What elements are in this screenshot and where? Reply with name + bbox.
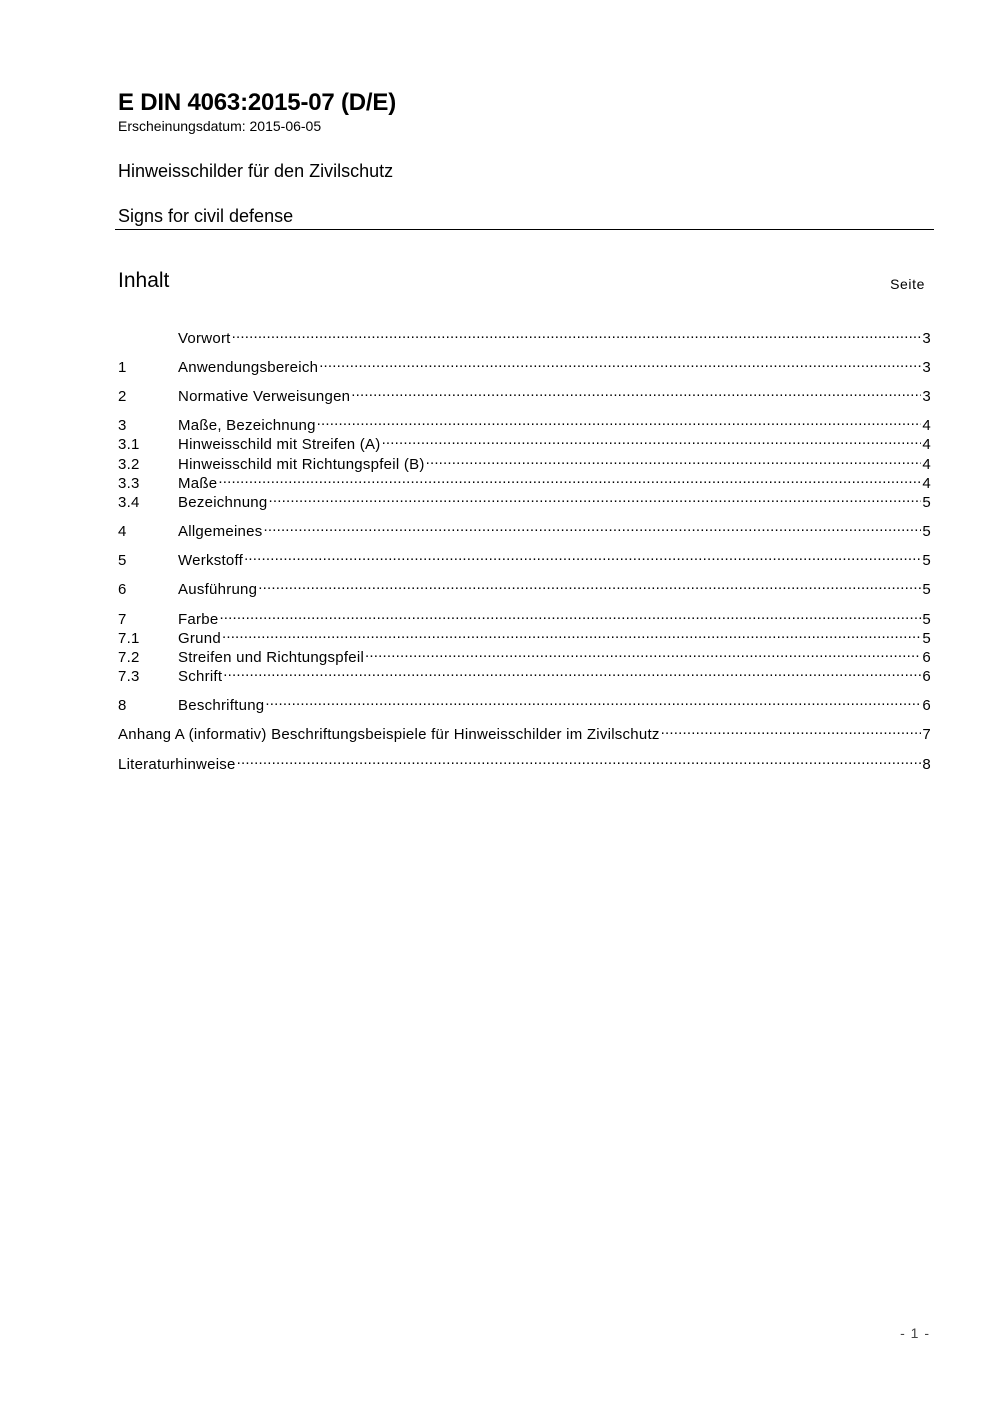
toc-leader-dots	[232, 324, 922, 343]
toc-leader-dots	[265, 691, 921, 710]
toc-entry-title: Normative Verweisungen	[178, 388, 351, 405]
toc-entry[interactable]	[118, 430, 931, 453]
toc-entry-page: 5	[922, 611, 931, 628]
toc-entry-title: Hinweisschild mit Streifen (A)	[178, 436, 381, 453]
toc-leader-dots	[218, 469, 921, 488]
toc-entry-page: 5	[922, 523, 931, 540]
toc-entry-title: Bezeichnung	[178, 494, 268, 511]
toc-entry-page: 4	[922, 436, 931, 453]
toc-entry-title: Literaturhinweise	[118, 756, 236, 773]
toc-entry-page: 4	[922, 475, 931, 492]
toc-entry-page: 5	[922, 494, 931, 511]
toc-entry-page: 8	[922, 756, 931, 773]
toc-entry[interactable]	[118, 605, 931, 628]
toc-entry-page: 5	[922, 630, 931, 647]
toc-entry-number: 7.3	[118, 668, 140, 685]
toc-entry-number: 4	[118, 523, 127, 540]
toc-entry-page: 6	[922, 668, 931, 685]
toc-entry-number: 8	[118, 697, 127, 714]
toc-entry[interactable]	[118, 469, 931, 492]
page-number: - 1 -	[900, 1325, 930, 1341]
toc-entry-page: 4	[922, 456, 931, 473]
toc-entry-number: 3.3	[118, 475, 140, 492]
toc-leader-dots	[426, 450, 922, 469]
toc-entry[interactable]	[118, 324, 931, 347]
toc-leader-dots	[237, 750, 922, 769]
toc-heading: Inhalt	[118, 269, 170, 292]
toc-entry[interactable]	[118, 662, 931, 685]
toc-entry-page: 7	[922, 726, 931, 743]
toc-entry[interactable]	[118, 517, 931, 540]
toc-entry-title: Anwendungsbereich	[178, 359, 319, 376]
toc-entry-page: 3	[922, 388, 931, 405]
toc-entry-number: 1	[118, 359, 127, 376]
toc-entry-title: Streifen und Richtungspfeil	[178, 649, 365, 666]
toc-leader-dots	[258, 575, 921, 594]
toc-entry-number: 3	[118, 417, 127, 434]
toc-entry[interactable]	[118, 546, 931, 569]
toc-entry-title: Anhang A (informativ) Beschriftungsbeispiele für Hinweisschilder im Zivilschutz	[118, 726, 660, 743]
document-header	[118, 88, 934, 134]
toc-entry-page: 3	[922, 330, 931, 347]
toc-leader-dots	[382, 430, 922, 449]
toc-entry[interactable]	[118, 488, 931, 511]
toc-entry-page: 6	[922, 697, 931, 714]
toc-entry-title: Vorwort	[178, 330, 231, 347]
toc-entry-number: 3.4	[118, 494, 140, 511]
toc-entry-title: Allgemeines	[178, 523, 263, 540]
toc-leader-dots	[351, 382, 921, 401]
toc-entry-title: Ausführung	[178, 581, 258, 598]
toc-entry[interactable]	[118, 750, 931, 773]
toc-entry[interactable]	[118, 411, 931, 434]
toc-leader-dots	[263, 517, 921, 536]
toc-entry[interactable]	[118, 450, 931, 473]
toc-leader-dots	[219, 605, 921, 624]
toc-entry[interactable]	[118, 575, 931, 598]
toc-entry-page: 5	[922, 552, 931, 569]
toc-leader-dots	[365, 643, 921, 662]
toc-entry-title: Maße, Bezeichnung	[178, 417, 316, 434]
document-id: E DIN 4063:2015-07 (D/E)	[118, 89, 396, 116]
toc-entry[interactable]	[118, 353, 931, 376]
toc-entry-page: 6	[922, 649, 931, 666]
toc-entry-page: 5	[922, 581, 931, 598]
toc-entry-number: 3.1	[118, 436, 140, 453]
toc-entry-number: 2	[118, 388, 127, 405]
toc-entry-number: 5	[118, 552, 127, 569]
toc-entry[interactable]	[118, 720, 931, 743]
toc-leader-dots	[222, 624, 921, 643]
toc-leader-dots	[661, 720, 922, 739]
toc-entry-title: Hinweisschild mit Richtungspfeil (B)	[178, 456, 425, 473]
toc-entry-title: Grund	[178, 630, 221, 647]
toc-leader-dots	[319, 353, 921, 372]
toc-entry[interactable]	[118, 382, 931, 405]
toc-entry-title: Werkstoff	[178, 552, 244, 569]
toc-leader-dots	[268, 488, 921, 507]
toc-leader-dots	[244, 546, 921, 565]
toc-entry-page: 3	[922, 359, 931, 376]
publication-date: Erscheinungsdatum: 2015-06-05	[118, 118, 322, 134]
toc-leader-dots	[317, 411, 922, 430]
toc-entry-number: 7	[118, 611, 127, 628]
toc-entry[interactable]	[118, 624, 931, 647]
toc-entry-number: 3.2	[118, 456, 140, 473]
toc-entry-page: 4	[922, 417, 931, 434]
toc-leader-dots	[223, 662, 921, 681]
toc-page-label: Seite	[890, 276, 925, 292]
toc-entry-title: Schrift	[178, 668, 223, 685]
toc-entry-number: 6	[118, 581, 127, 598]
toc-entry[interactable]	[118, 691, 931, 714]
title-divider	[115, 229, 934, 230]
toc-entry-title: Beschriftung	[178, 697, 265, 714]
toc-entry-title: Farbe	[178, 611, 219, 628]
title-german: Hinweisschilder für den Zivilschutz	[118, 161, 394, 181]
toc-entry-title: Maße	[178, 475, 218, 492]
title-english: Signs for civil defense	[118, 206, 294, 226]
toc-entry[interactable]	[118, 643, 931, 666]
toc-entry-number: 7.2	[118, 649, 140, 666]
toc-entry-number: 7.1	[118, 630, 140, 647]
